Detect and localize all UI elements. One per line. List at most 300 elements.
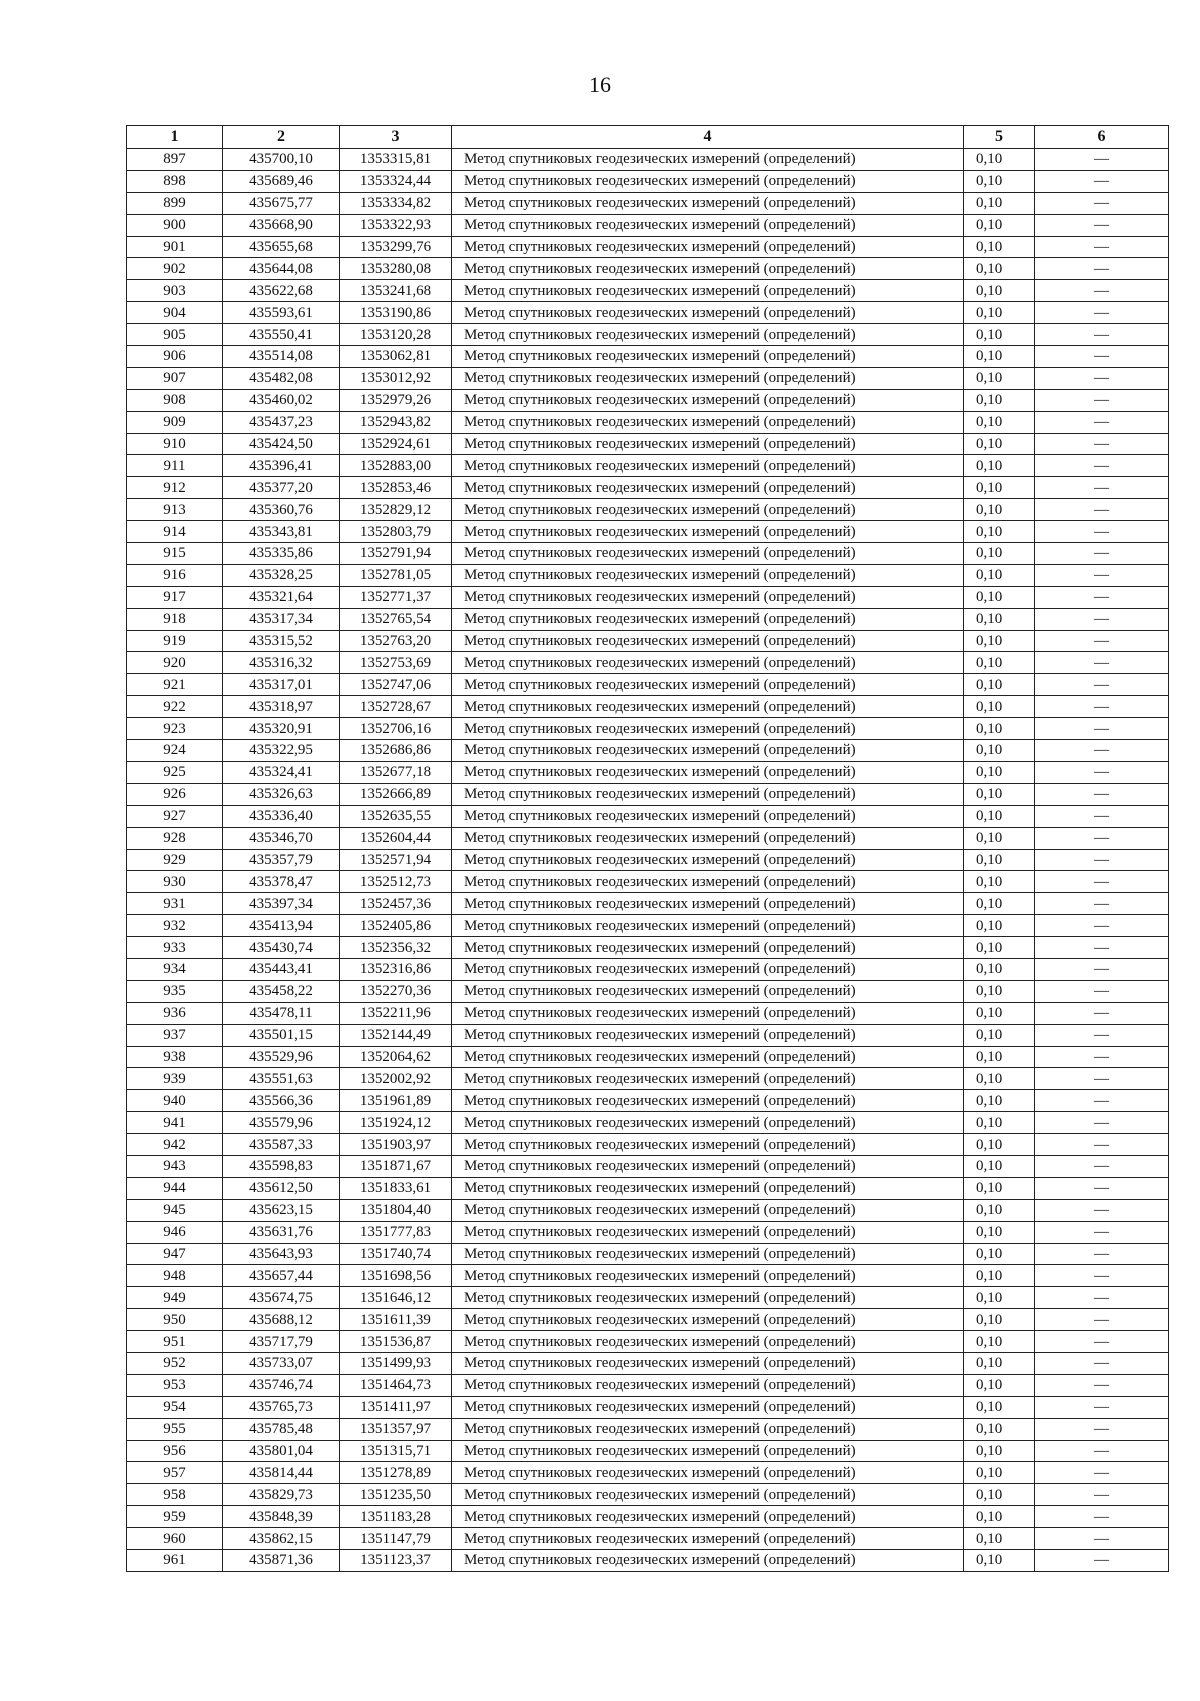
description-cell: — bbox=[1035, 1352, 1169, 1374]
table-row bbox=[127, 1528, 1169, 1550]
description-cell: — bbox=[1035, 455, 1169, 477]
description-cell: — bbox=[1035, 1309, 1169, 1331]
method-cell: Метод спутниковых геодезических измерений (определений) bbox=[452, 1134, 964, 1156]
x-coordinate-cell: 435631,76 bbox=[223, 1221, 340, 1243]
precision-cell: 0,10 bbox=[964, 958, 1035, 980]
table-row bbox=[127, 346, 1169, 368]
y-coordinate-cell: 1352853,46 bbox=[340, 477, 452, 499]
table-row bbox=[127, 1506, 1169, 1528]
precision-cell: 0,10 bbox=[964, 1331, 1035, 1353]
precision-cell: 0,10 bbox=[964, 1374, 1035, 1396]
method-cell: Метод спутниковых геодезических измерений (определений) bbox=[452, 761, 964, 783]
precision-cell: 0,10 bbox=[964, 499, 1035, 521]
method-cell: Метод спутниковых геодезических измерений (определений) bbox=[452, 1550, 964, 1572]
y-coordinate-cell: 1353322,93 bbox=[340, 214, 452, 236]
column-header-6: 6 bbox=[1035, 126, 1169, 149]
y-coordinate-cell: 1352706,16 bbox=[340, 718, 452, 740]
method-cell: Метод спутниковых геодезических измерений (определений) bbox=[452, 783, 964, 805]
description-cell: — bbox=[1035, 980, 1169, 1002]
x-coordinate-cell: 435397,34 bbox=[223, 893, 340, 915]
point-number-cell: 934 bbox=[127, 958, 223, 980]
description-cell: — bbox=[1035, 652, 1169, 674]
description-cell: — bbox=[1035, 630, 1169, 652]
table-row bbox=[127, 543, 1169, 565]
x-coordinate-cell: 435478,11 bbox=[223, 1002, 340, 1024]
precision-cell: 0,10 bbox=[964, 170, 1035, 192]
point-number-cell: 953 bbox=[127, 1374, 223, 1396]
y-coordinate-cell: 1351464,73 bbox=[340, 1374, 452, 1396]
precision-cell: 0,10 bbox=[964, 149, 1035, 171]
description-cell: — bbox=[1035, 389, 1169, 411]
precision-cell: 0,10 bbox=[964, 455, 1035, 477]
precision-cell: 0,10 bbox=[964, 521, 1035, 543]
table-row bbox=[127, 1046, 1169, 1068]
table-row bbox=[127, 761, 1169, 783]
precision-cell: 0,10 bbox=[964, 346, 1035, 368]
y-coordinate-cell: 1353324,44 bbox=[340, 170, 452, 192]
column-header-3: 3 bbox=[340, 126, 452, 149]
point-number-cell: 928 bbox=[127, 827, 223, 849]
point-number-cell: 945 bbox=[127, 1199, 223, 1221]
y-coordinate-cell: 1352571,94 bbox=[340, 849, 452, 871]
description-cell: — bbox=[1035, 1221, 1169, 1243]
table-row bbox=[127, 433, 1169, 455]
y-coordinate-cell: 1352763,20 bbox=[340, 630, 452, 652]
x-coordinate-cell: 435733,07 bbox=[223, 1352, 340, 1374]
precision-cell: 0,10 bbox=[964, 214, 1035, 236]
precision-cell: 0,10 bbox=[964, 1046, 1035, 1068]
method-cell: Метод спутниковых геодезических измерений (определений) bbox=[452, 718, 964, 740]
x-coordinate-cell: 435550,41 bbox=[223, 324, 340, 346]
table-row bbox=[127, 871, 1169, 893]
x-coordinate-cell: 435643,93 bbox=[223, 1243, 340, 1265]
description-cell: — bbox=[1035, 1002, 1169, 1024]
precision-cell: 0,10 bbox=[964, 1352, 1035, 1374]
precision-cell: 0,10 bbox=[964, 740, 1035, 762]
y-coordinate-cell: 1351235,50 bbox=[340, 1484, 452, 1506]
x-coordinate-cell: 435321,64 bbox=[223, 586, 340, 608]
precision-cell: 0,10 bbox=[964, 236, 1035, 258]
point-number-cell: 906 bbox=[127, 346, 223, 368]
x-coordinate-cell: 435424,50 bbox=[223, 433, 340, 455]
description-cell: — bbox=[1035, 1506, 1169, 1528]
table-row bbox=[127, 1287, 1169, 1309]
point-number-cell: 951 bbox=[127, 1331, 223, 1353]
table-row bbox=[127, 1177, 1169, 1199]
precision-cell: 0,10 bbox=[964, 1418, 1035, 1440]
y-coordinate-cell: 1352747,06 bbox=[340, 674, 452, 696]
precision-cell: 0,10 bbox=[964, 543, 1035, 565]
method-cell: Метод спутниковых геодезических измерений (определений) bbox=[452, 1396, 964, 1418]
x-coordinate-cell: 435514,08 bbox=[223, 346, 340, 368]
table-row bbox=[127, 937, 1169, 959]
description-cell: — bbox=[1035, 214, 1169, 236]
x-coordinate-cell: 435482,08 bbox=[223, 367, 340, 389]
description-cell: — bbox=[1035, 1374, 1169, 1396]
point-number-cell: 914 bbox=[127, 521, 223, 543]
point-number-cell: 955 bbox=[127, 1418, 223, 1440]
precision-cell: 0,10 bbox=[964, 1265, 1035, 1287]
method-cell: Метод спутниковых геодезических измерений (определений) bbox=[452, 324, 964, 346]
table-row bbox=[127, 149, 1169, 171]
y-coordinate-cell: 1351183,28 bbox=[340, 1506, 452, 1528]
precision-cell: 0,10 bbox=[964, 1024, 1035, 1046]
table-row bbox=[127, 608, 1169, 630]
y-coordinate-cell: 1352677,18 bbox=[340, 761, 452, 783]
point-number-cell: 920 bbox=[127, 652, 223, 674]
method-cell: Метод спутниковых геодезических измерений (определений) bbox=[452, 1352, 964, 1374]
table-row bbox=[127, 564, 1169, 586]
x-coordinate-cell: 435317,34 bbox=[223, 608, 340, 630]
description-cell: — bbox=[1035, 1112, 1169, 1134]
table-row bbox=[127, 586, 1169, 608]
x-coordinate-cell: 435674,75 bbox=[223, 1287, 340, 1309]
description-cell: — bbox=[1035, 740, 1169, 762]
precision-cell: 0,10 bbox=[964, 280, 1035, 302]
y-coordinate-cell: 1352002,92 bbox=[340, 1068, 452, 1090]
table-row bbox=[127, 630, 1169, 652]
description-cell: — bbox=[1035, 783, 1169, 805]
method-cell: Метод спутниковых геодезических измерений (определений) bbox=[452, 740, 964, 762]
x-coordinate-cell: 435579,96 bbox=[223, 1112, 340, 1134]
y-coordinate-cell: 1353315,81 bbox=[340, 149, 452, 171]
method-cell: Метод спутниковых геодезических измерений (определений) bbox=[452, 170, 964, 192]
point-number-cell: 932 bbox=[127, 915, 223, 937]
x-coordinate-cell: 435437,23 bbox=[223, 411, 340, 433]
y-coordinate-cell: 1352457,36 bbox=[340, 893, 452, 915]
precision-cell: 0,10 bbox=[964, 367, 1035, 389]
description-cell: — bbox=[1035, 1462, 1169, 1484]
point-number-cell: 897 bbox=[127, 149, 223, 171]
precision-cell: 0,10 bbox=[964, 1155, 1035, 1177]
y-coordinate-cell: 1351278,89 bbox=[340, 1462, 452, 1484]
description-cell: — bbox=[1035, 958, 1169, 980]
precision-cell: 0,10 bbox=[964, 1550, 1035, 1572]
method-cell: Метод спутниковых геодезических измерений (определений) bbox=[452, 608, 964, 630]
y-coordinate-cell: 1352791,94 bbox=[340, 543, 452, 565]
method-cell: Метод спутниковых геодезических измерений (определений) bbox=[452, 1243, 964, 1265]
description-cell: — bbox=[1035, 192, 1169, 214]
x-coordinate-cell: 435655,68 bbox=[223, 236, 340, 258]
description-cell: — bbox=[1035, 499, 1169, 521]
y-coordinate-cell: 1351315,71 bbox=[340, 1440, 452, 1462]
description-cell: — bbox=[1035, 805, 1169, 827]
y-coordinate-cell: 1352064,62 bbox=[340, 1046, 452, 1068]
point-number-cell: 922 bbox=[127, 696, 223, 718]
y-coordinate-cell: 1352604,44 bbox=[340, 827, 452, 849]
x-coordinate-cell: 435551,63 bbox=[223, 1068, 340, 1090]
description-cell: — bbox=[1035, 937, 1169, 959]
x-coordinate-cell: 435566,36 bbox=[223, 1090, 340, 1112]
y-coordinate-cell: 1353280,08 bbox=[340, 258, 452, 280]
point-number-cell: 935 bbox=[127, 980, 223, 1002]
y-coordinate-cell: 1351123,37 bbox=[340, 1550, 452, 1572]
description-cell: — bbox=[1035, 280, 1169, 302]
y-coordinate-cell: 1352405,86 bbox=[340, 915, 452, 937]
method-cell: Метод спутниковых геодезических измерений (определений) bbox=[452, 1374, 964, 1396]
method-cell: Метод спутниковых геодезических измерений (определений) bbox=[452, 455, 964, 477]
description-cell: — bbox=[1035, 543, 1169, 565]
description-cell: — bbox=[1035, 324, 1169, 346]
description-cell: — bbox=[1035, 608, 1169, 630]
description-cell: — bbox=[1035, 1418, 1169, 1440]
y-coordinate-cell: 1352512,73 bbox=[340, 871, 452, 893]
point-number-cell: 916 bbox=[127, 564, 223, 586]
y-coordinate-cell: 1353190,86 bbox=[340, 302, 452, 324]
precision-cell: 0,10 bbox=[964, 1134, 1035, 1156]
table-row bbox=[127, 455, 1169, 477]
table-row bbox=[127, 280, 1169, 302]
description-cell: — bbox=[1035, 1046, 1169, 1068]
table-row bbox=[127, 411, 1169, 433]
x-coordinate-cell: 435317,01 bbox=[223, 674, 340, 696]
point-number-cell: 943 bbox=[127, 1155, 223, 1177]
method-cell: Метод спутниковых геодезических измерений (определений) bbox=[452, 1506, 964, 1528]
method-cell: Метод спутниковых геодезических измерений (определений) bbox=[452, 521, 964, 543]
x-coordinate-cell: 435717,79 bbox=[223, 1331, 340, 1353]
table-row bbox=[127, 1134, 1169, 1156]
x-coordinate-cell: 435501,15 bbox=[223, 1024, 340, 1046]
table-row bbox=[127, 783, 1169, 805]
table-row bbox=[127, 192, 1169, 214]
table-row bbox=[127, 805, 1169, 827]
method-cell: Метод спутниковых геодезических измерений (определений) bbox=[452, 1265, 964, 1287]
method-cell: Метод спутниковых геодезических измерений (определений) bbox=[452, 236, 964, 258]
y-coordinate-cell: 1352728,67 bbox=[340, 696, 452, 718]
method-cell: Метод спутниковых геодезических измерений (определений) bbox=[452, 477, 964, 499]
method-cell: Метод спутниковых геодезических измерений (определений) bbox=[452, 1287, 964, 1309]
y-coordinate-cell: 1351698,56 bbox=[340, 1265, 452, 1287]
point-number-cell: 899 bbox=[127, 192, 223, 214]
method-cell: Метод спутниковых геодезических измерений (определений) bbox=[452, 1440, 964, 1462]
y-coordinate-cell: 1352803,79 bbox=[340, 521, 452, 543]
table-row bbox=[127, 1112, 1169, 1134]
method-cell: Метод спутниковых геодезических измерений (определений) bbox=[452, 1331, 964, 1353]
point-number-cell: 900 bbox=[127, 214, 223, 236]
table-row bbox=[127, 1418, 1169, 1440]
table-row bbox=[127, 1090, 1169, 1112]
description-cell: — bbox=[1035, 761, 1169, 783]
point-number-cell: 936 bbox=[127, 1002, 223, 1024]
description-cell: — bbox=[1035, 1550, 1169, 1572]
x-coordinate-cell: 435612,50 bbox=[223, 1177, 340, 1199]
table-row bbox=[127, 1155, 1169, 1177]
precision-cell: 0,10 bbox=[964, 827, 1035, 849]
method-cell: Метод спутниковых геодезических измерений (определений) bbox=[452, 346, 964, 368]
point-number-cell: 956 bbox=[127, 1440, 223, 1462]
description-cell: — bbox=[1035, 367, 1169, 389]
table-row bbox=[127, 980, 1169, 1002]
y-coordinate-cell: 1352829,12 bbox=[340, 499, 452, 521]
x-coordinate-cell: 435871,36 bbox=[223, 1550, 340, 1572]
precision-cell: 0,10 bbox=[964, 477, 1035, 499]
method-cell: Метод спутниковых геодезических измерений (определений) bbox=[452, 543, 964, 565]
y-coordinate-cell: 1352924,61 bbox=[340, 433, 452, 455]
point-number-cell: 958 bbox=[127, 1484, 223, 1506]
description-cell: — bbox=[1035, 258, 1169, 280]
table-row bbox=[127, 827, 1169, 849]
table-row bbox=[127, 521, 1169, 543]
description-cell: — bbox=[1035, 1484, 1169, 1506]
method-cell: Метод спутниковых геодезических измерений (определений) bbox=[452, 302, 964, 324]
column-header-2: 2 bbox=[223, 126, 340, 149]
table-row bbox=[127, 1374, 1169, 1396]
table-row bbox=[127, 652, 1169, 674]
point-number-cell: 902 bbox=[127, 258, 223, 280]
y-coordinate-cell: 1351740,74 bbox=[340, 1243, 452, 1265]
y-coordinate-cell: 1352356,32 bbox=[340, 937, 452, 959]
description-cell: — bbox=[1035, 893, 1169, 915]
table-row bbox=[127, 1331, 1169, 1353]
point-number-cell: 929 bbox=[127, 849, 223, 871]
table-row bbox=[127, 1462, 1169, 1484]
table-row bbox=[127, 893, 1169, 915]
point-number-cell: 947 bbox=[127, 1243, 223, 1265]
point-number-cell: 913 bbox=[127, 499, 223, 521]
method-cell: Метод спутниковых геодезических измерений (определений) bbox=[452, 258, 964, 280]
table-row bbox=[127, 1396, 1169, 1418]
table-row bbox=[127, 1002, 1169, 1024]
x-coordinate-cell: 435785,48 bbox=[223, 1418, 340, 1440]
x-coordinate-cell: 435862,15 bbox=[223, 1528, 340, 1550]
precision-cell: 0,10 bbox=[964, 1528, 1035, 1550]
precision-cell: 0,10 bbox=[964, 893, 1035, 915]
precision-cell: 0,10 bbox=[964, 608, 1035, 630]
x-coordinate-cell: 435343,81 bbox=[223, 521, 340, 543]
point-number-cell: 898 bbox=[127, 170, 223, 192]
x-coordinate-cell: 435320,91 bbox=[223, 718, 340, 740]
description-cell: — bbox=[1035, 149, 1169, 171]
precision-cell: 0,10 bbox=[964, 674, 1035, 696]
method-cell: Метод спутниковых геодезических измерений (определений) bbox=[452, 893, 964, 915]
y-coordinate-cell: 1352211,96 bbox=[340, 1002, 452, 1024]
description-cell: — bbox=[1035, 1243, 1169, 1265]
x-coordinate-cell: 435322,95 bbox=[223, 740, 340, 762]
table-row bbox=[127, 214, 1169, 236]
point-number-cell: 917 bbox=[127, 586, 223, 608]
table-row bbox=[127, 170, 1169, 192]
y-coordinate-cell: 1353334,82 bbox=[340, 192, 452, 214]
method-cell: Метод спутниковых геодезических измерений (определений) bbox=[452, 1177, 964, 1199]
point-number-cell: 950 bbox=[127, 1309, 223, 1331]
table-row bbox=[127, 1024, 1169, 1046]
point-number-cell: 957 bbox=[127, 1462, 223, 1484]
precision-cell: 0,10 bbox=[964, 1484, 1035, 1506]
point-number-cell: 907 bbox=[127, 367, 223, 389]
table-row bbox=[127, 1243, 1169, 1265]
point-number-cell: 960 bbox=[127, 1528, 223, 1550]
x-coordinate-cell: 435700,10 bbox=[223, 149, 340, 171]
point-number-cell: 931 bbox=[127, 893, 223, 915]
column-header-4: 4 bbox=[452, 126, 964, 149]
method-cell: Метод спутниковых геодезических измерений (определений) bbox=[452, 871, 964, 893]
point-number-cell: 940 bbox=[127, 1090, 223, 1112]
description-cell: — bbox=[1035, 1090, 1169, 1112]
y-coordinate-cell: 1352270,36 bbox=[340, 980, 452, 1002]
point-number-cell: 930 bbox=[127, 871, 223, 893]
point-number-cell: 903 bbox=[127, 280, 223, 302]
x-coordinate-cell: 435458,22 bbox=[223, 980, 340, 1002]
table-row bbox=[127, 740, 1169, 762]
precision-cell: 0,10 bbox=[964, 302, 1035, 324]
description-cell: — bbox=[1035, 915, 1169, 937]
description-cell: — bbox=[1035, 1331, 1169, 1353]
method-cell: Метод спутниковых геодезических измерений (определений) bbox=[452, 958, 964, 980]
method-cell: Метод спутниковых геодезических измерений (определений) bbox=[452, 1199, 964, 1221]
x-coordinate-cell: 435675,77 bbox=[223, 192, 340, 214]
description-cell: — bbox=[1035, 1440, 1169, 1462]
precision-cell: 0,10 bbox=[964, 1199, 1035, 1221]
method-cell: Метод спутниковых геодезических измерений (определений) bbox=[452, 1112, 964, 1134]
description-cell: — bbox=[1035, 521, 1169, 543]
precision-cell: 0,10 bbox=[964, 696, 1035, 718]
table-row bbox=[127, 302, 1169, 324]
page-number: 16 bbox=[589, 72, 611, 97]
x-coordinate-cell: 435689,46 bbox=[223, 170, 340, 192]
precision-cell: 0,10 bbox=[964, 761, 1035, 783]
description-cell: — bbox=[1035, 696, 1169, 718]
description-cell: — bbox=[1035, 1024, 1169, 1046]
method-cell: Метод спутниковых геодезических измерений (определений) bbox=[452, 1090, 964, 1112]
point-number-cell: 942 bbox=[127, 1134, 223, 1156]
description-cell: — bbox=[1035, 586, 1169, 608]
precision-cell: 0,10 bbox=[964, 1068, 1035, 1090]
column-header-1: 1 bbox=[127, 126, 223, 149]
precision-cell: 0,10 bbox=[964, 433, 1035, 455]
y-coordinate-cell: 1351777,83 bbox=[340, 1221, 452, 1243]
table-row bbox=[127, 367, 1169, 389]
table-row bbox=[127, 1352, 1169, 1374]
point-number-cell: 921 bbox=[127, 674, 223, 696]
precision-cell: 0,10 bbox=[964, 1112, 1035, 1134]
y-coordinate-cell: 1353120,28 bbox=[340, 324, 452, 346]
coordinates-table bbox=[126, 125, 1169, 1572]
precision-cell: 0,10 bbox=[964, 1440, 1035, 1462]
x-coordinate-cell: 435315,52 bbox=[223, 630, 340, 652]
precision-cell: 0,10 bbox=[964, 192, 1035, 214]
description-cell: — bbox=[1035, 1287, 1169, 1309]
precision-cell: 0,10 bbox=[964, 1221, 1035, 1243]
precision-cell: 0,10 bbox=[964, 411, 1035, 433]
x-coordinate-cell: 435848,39 bbox=[223, 1506, 340, 1528]
description-cell: — bbox=[1035, 346, 1169, 368]
method-cell: Метод спутниковых геодезических измерений (определений) bbox=[452, 630, 964, 652]
description-cell: — bbox=[1035, 1068, 1169, 1090]
method-cell: Метод спутниковых геодезических измерений (определений) bbox=[452, 805, 964, 827]
x-coordinate-cell: 435396,41 bbox=[223, 455, 340, 477]
x-coordinate-cell: 435336,40 bbox=[223, 805, 340, 827]
y-coordinate-cell: 1351871,67 bbox=[340, 1155, 452, 1177]
table-row bbox=[127, 915, 1169, 937]
x-coordinate-cell: 435746,74 bbox=[223, 1374, 340, 1396]
y-coordinate-cell: 1351924,12 bbox=[340, 1112, 452, 1134]
precision-cell: 0,10 bbox=[964, 564, 1035, 586]
table-row bbox=[127, 696, 1169, 718]
precision-cell: 0,10 bbox=[964, 805, 1035, 827]
table-row bbox=[127, 1550, 1169, 1572]
precision-cell: 0,10 bbox=[964, 1243, 1035, 1265]
y-coordinate-cell: 1352781,05 bbox=[340, 564, 452, 586]
y-coordinate-cell: 1352635,55 bbox=[340, 805, 452, 827]
x-coordinate-cell: 435460,02 bbox=[223, 389, 340, 411]
precision-cell: 0,10 bbox=[964, 586, 1035, 608]
x-coordinate-cell: 435598,83 bbox=[223, 1155, 340, 1177]
method-cell: Метод спутниковых геодезических измерений (определений) bbox=[452, 433, 964, 455]
point-number-cell: 908 bbox=[127, 389, 223, 411]
precision-cell: 0,10 bbox=[964, 718, 1035, 740]
precision-cell: 0,10 bbox=[964, 630, 1035, 652]
precision-cell: 0,10 bbox=[964, 324, 1035, 346]
